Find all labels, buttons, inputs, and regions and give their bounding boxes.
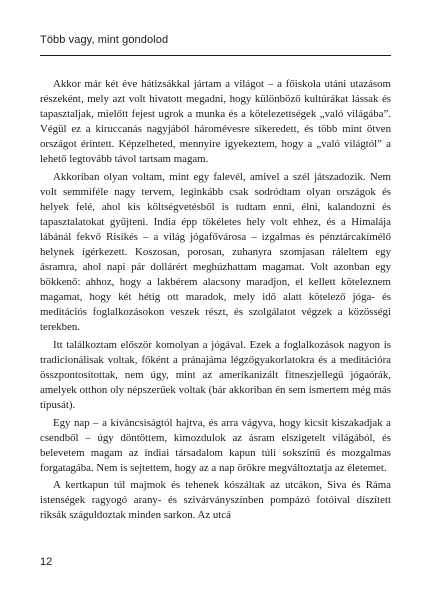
- paragraph: A kertkapun túl majmok és tehenek kószáltak az utcákon, Siva és Ráma istenségek ragyogó arany- és szivárványszínben pompázó fotóival díszített riksák száguldoztak minden sarkon. Az utcá: [40, 479, 391, 522]
- paragraph: Akkoriban olyan voltam, mint egy falevél, amivel a szél játszadozik. Nem volt semmiféle nagy tervem, leginkább csak sodródtam olyan országok és helyek felé, ahol kis költségvetésből is tudtam enni, élni, kalandozni és tapasztalatokat gyűjteni. India épp tökéletes hely volt ehhez, és a Himalája lábánál fekvő Risikés – a világ jógafővárosa – izgalmas és pénztárcakímélő helynek ígérkezett. Koszosan, porosan, zuhanyra szomjasan ráleltem egy ásramra, ahol napi pár dollárért meghúzhattam magamat. Volt azonban egy bökkenő: ahhoz, hogy a lakbérem alacsony maradjon, el kellett köteleznem magamat, hogy két hétig ott maradok, mely idő alatt kötelező jóga- és meditációs foglalkozásokon veszek részt, és szolgálatot végzek a közösségi terekben.: [40, 170, 391, 334]
- running-head-title: Több vagy, mint gondolod: [40, 34, 169, 46]
- header-rule: [40, 55, 391, 56]
- paragraph: Egy nap – a kíváncsiságtól hajtva, és arra vágyva, hogy kicsit kiszakadjak a csendből – úgy döntöttem, kimozdulok az ásram elszigetelt világából, és belevetem magam az indiai társadalom kapun túli sokszínű és mozgalmas forgatagába. Nem is sejtettem, hogy az a nap örökre megváltoztatja az életemet.: [40, 416, 391, 474]
- paragraph: Akkor már két éve hátizsákkal jártam a világot – a főiskola utáni utazásom részeként, mely azt volt hivatott megadni, hogy különböző kultúrákat lássak és tapasztaljak, mielőtt fejest ugrok a munka és a kötelezettségek „való világába”. Végül ez a kiruccanás nagyjából háromévesre sikeredett, és több mint ötven országot érintett. Képzelheted, mennyire igyekeztem, hogy a „való világtól” a lehető legtovább távol tartsam magam.: [40, 78, 391, 166]
- page-number: 12: [40, 556, 53, 568]
- body-text: [40, 77, 391, 526]
- paragraph: Itt találkoztam először komolyan a jógával. Ezek a foglalkozások nagyon is tradicionálisak voltak, főként a pránajáma légzőgyakorlatokra és a meditációra összpontosítottak, nem úgy, mint az amerikanizált fitneszjellegű jógaórák, amelyek otthon oly népszerűek voltak (bár akkoriban én sem ismertem még más típusát).: [40, 338, 391, 411]
